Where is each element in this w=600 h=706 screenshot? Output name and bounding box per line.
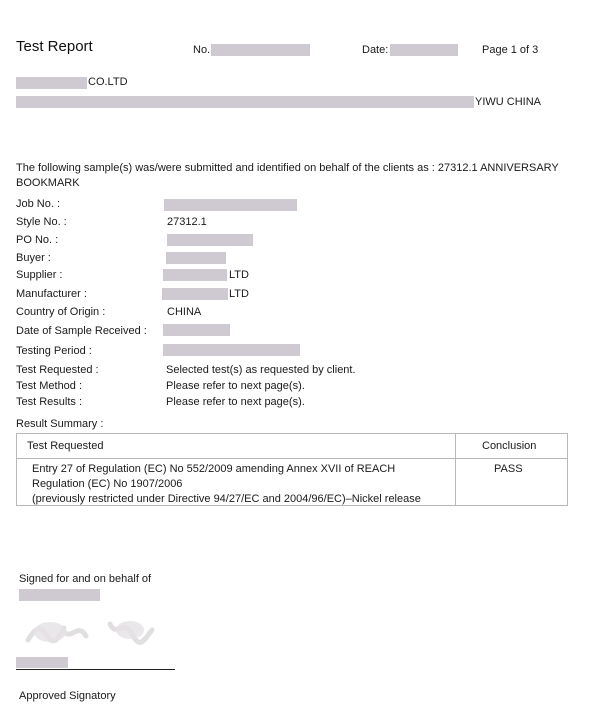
table-cell-test-line-3: (previously restricted under Directive 94/27/EC and 2004/96/EC)–Nickel release	[32, 493, 421, 505]
results-value: Please refer to next page(s).	[166, 396, 305, 408]
manufacturer-label: Manufacturer :	[16, 288, 87, 300]
report-title: Test Report	[16, 38, 93, 55]
date-label: Date:	[362, 44, 389, 56]
redacted-received-date	[163, 324, 230, 336]
redacted-company-name	[16, 77, 87, 89]
signature-image	[20, 610, 160, 654]
table-header-test-requested: Test Requested	[27, 440, 104, 452]
redacted-testing-period	[163, 344, 300, 356]
origin-value: CHINA	[167, 306, 202, 318]
redacted-buyer	[166, 252, 226, 264]
table-cell-conclusion: PASS	[494, 463, 523, 475]
requested-label: Test Requested :	[16, 364, 99, 376]
supplier-suffix: LTD	[229, 269, 249, 281]
po-no-label: PO No. :	[16, 234, 59, 246]
table-cell-test-line-1: Entry 27 of Regulation (EC) No 552/2009 amending Annex XVII of REACH	[32, 463, 396, 475]
received-label: Date of Sample Received :	[16, 325, 147, 337]
company-suffix: CO.LTD	[88, 76, 128, 88]
job-no-label: Job No. :	[16, 198, 61, 210]
signed-for-label: Signed for and on behalf of	[19, 573, 152, 585]
period-label: Testing Period :	[16, 345, 92, 357]
redacted-job-no	[164, 199, 297, 211]
approved-signatory-label: Approved Signatory	[19, 690, 116, 702]
result-summary-label: Result Summary :	[16, 418, 104, 430]
page-indicator: Page 1 of 3	[482, 44, 539, 56]
signature-line	[16, 669, 175, 670]
supplier-label: Supplier :	[16, 269, 63, 281]
requested-value: Selected test(s) as requested by client.	[166, 364, 356, 376]
result-summary-table	[16, 433, 568, 506]
redacted-signing-company	[19, 589, 100, 601]
style-no-value: 27312.1	[167, 216, 207, 228]
table-header-conclusion: Conclusion	[482, 440, 537, 452]
redacted-signatory-name	[16, 657, 68, 668]
address-suffix: YIWU CHINA	[475, 96, 541, 108]
intro-line-2: BOOKMARK	[16, 177, 80, 189]
redacted-date	[390, 44, 458, 56]
style-no-label: Style No. :	[16, 216, 67, 228]
buyer-label: Buyer :	[16, 252, 51, 264]
redacted-po-no	[167, 234, 253, 246]
redacted-address	[16, 96, 474, 108]
table-cell-test-line-2: Regulation (EC) No 1907/2006	[32, 478, 183, 490]
manufacturer-suffix: LTD	[229, 288, 249, 300]
redacted-report-no	[211, 44, 310, 56]
method-value: Please refer to next page(s).	[166, 380, 305, 392]
method-label: Test Method :	[16, 380, 83, 392]
redacted-manufacturer	[162, 288, 228, 300]
redacted-supplier	[163, 269, 227, 281]
table-column-divider	[455, 434, 456, 505]
report-no-label: No.	[193, 44, 211, 56]
intro-line-1: The following sample(s) was/were submitted and identified on behalf of the clients as : 27312.1 ANNIVERSARY	[16, 162, 559, 174]
origin-label: Country of Origin :	[16, 306, 106, 318]
results-label: Test Results :	[16, 396, 83, 408]
table-header-divider	[17, 458, 567, 459]
